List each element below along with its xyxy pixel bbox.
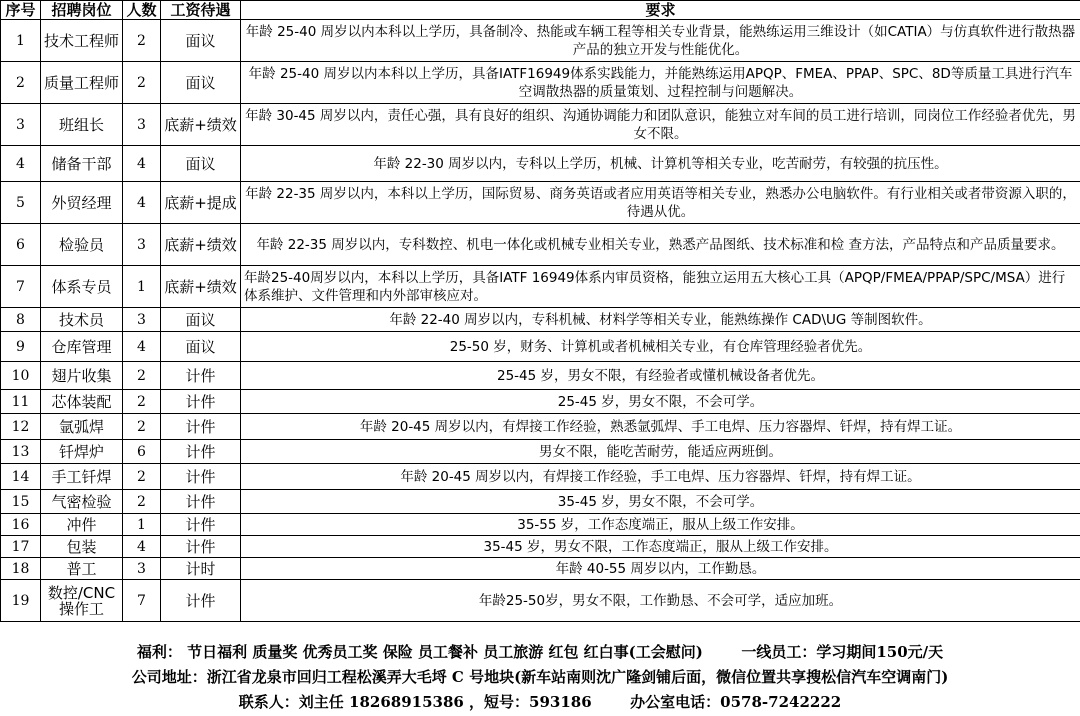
row-pay: 计件 bbox=[161, 464, 241, 490]
row-count: 7 bbox=[123, 580, 161, 622]
footer bbox=[0, 640, 1080, 715]
row-position: 仓库管理 bbox=[41, 332, 123, 362]
row-number: 4 bbox=[1, 146, 41, 182]
row-number: 5 bbox=[1, 182, 41, 224]
row-requirements: 年龄 20-45 周岁以内，有焊接工作经验，手工电焊、压力容器焊、钎焊，持有焊工证。 bbox=[241, 464, 1080, 490]
header-count: 人数 bbox=[123, 1, 161, 20]
row-count: 3 bbox=[123, 308, 161, 332]
row-number: 13 bbox=[1, 440, 41, 464]
row-requirements: 25-50 岁，财务、计算机或者机械相关专业，有仓库管理经验者优先。 bbox=[241, 332, 1080, 362]
row-count: 2 bbox=[123, 490, 161, 514]
benefits-label: 福利： bbox=[136, 643, 182, 661]
table-row bbox=[1, 308, 1080, 332]
header-pay: 工资待遇 bbox=[161, 1, 241, 20]
row-pay: 底薪+绩效 bbox=[161, 266, 241, 308]
table-row bbox=[1, 332, 1080, 362]
row-requirements: 年龄 22-35 周岁以内，专科数控、机电一体化或机械专业相关专业，熟悉产品图纸、技术标准和检 查方法，产品特点和产品质量要求。 bbox=[241, 224, 1080, 266]
row-position: 外贸经理 bbox=[41, 182, 123, 224]
row-count: 3 bbox=[123, 224, 161, 266]
row-count: 3 bbox=[123, 104, 161, 146]
row-requirements: 25-45 岁，男女不限，不会可学。 bbox=[241, 390, 1080, 414]
row-requirements: 年龄25-50岁，男女不限，工作勤恳、不会可学，适应加班。 bbox=[241, 580, 1080, 622]
table-row bbox=[1, 266, 1080, 308]
row-number: 9 bbox=[1, 332, 41, 362]
row-number: 8 bbox=[1, 308, 41, 332]
row-position: 普工 bbox=[41, 558, 123, 580]
row-number: 19 bbox=[1, 580, 41, 622]
office-phone: 0578-7242222 bbox=[720, 693, 842, 711]
table-row bbox=[1, 464, 1080, 490]
contact-label: 联系人： bbox=[238, 693, 299, 711]
row-position: 班组长 bbox=[41, 104, 123, 146]
row-position: 钎焊炉 bbox=[41, 440, 123, 464]
row-pay: 计件 bbox=[161, 414, 241, 440]
row-position: 体系专员 bbox=[41, 266, 123, 308]
row-number: 6 bbox=[1, 224, 41, 266]
table-row bbox=[1, 182, 1080, 224]
row-position: 包装 bbox=[41, 536, 123, 558]
table-row bbox=[1, 514, 1080, 536]
row-pay: 计件 bbox=[161, 490, 241, 514]
row-position: 翅片收集 bbox=[41, 362, 123, 390]
row-requirements: 年龄 20-45 周岁以内，有焊接工作经验，熟悉氩弧焊、手工电焊、压力容器焊、钎焊，持有焊工证。 bbox=[241, 414, 1080, 440]
row-position: 检验员 bbox=[41, 224, 123, 266]
row-requirements: 年龄 30-45 周岁以内，责任心强，具有良好的组织、沟通协调能力和团队意识，能独立对车间的员工进行培训，同岗位工作经验者优先，男女不限。 bbox=[241, 104, 1080, 146]
row-pay: 面议 bbox=[161, 146, 241, 182]
benefits-text: 节日福利 质量奖 优秀员工奖 保险 员工餐补 员工旅游 红包 红白事(工会慰问) bbox=[187, 643, 703, 661]
row-count: 6 bbox=[123, 440, 161, 464]
address-text: 浙江省龙泉市回归工程松溪弄大毛埒 C 号地块(新车站南则沈广隆剑铺后面，微信位置共享搜松信汽车空调南门) bbox=[206, 668, 949, 686]
wage-note: 一线员工：学习期间150元/天 bbox=[741, 643, 944, 661]
row-position: 技术工程师 bbox=[41, 20, 123, 62]
row-number: 12 bbox=[1, 414, 41, 440]
row-pay: 计件 bbox=[161, 440, 241, 464]
table-row bbox=[1, 20, 1080, 62]
row-number: 18 bbox=[1, 558, 41, 580]
table-row bbox=[1, 224, 1080, 266]
address-line bbox=[0, 665, 1080, 690]
row-number: 11 bbox=[1, 390, 41, 414]
header-row bbox=[1, 1, 1080, 20]
row-position: 芯体装配 bbox=[41, 390, 123, 414]
table-header bbox=[1, 1, 1080, 20]
table-row bbox=[1, 558, 1080, 580]
row-number: 14 bbox=[1, 464, 41, 490]
table-row bbox=[1, 146, 1080, 182]
row-count: 2 bbox=[123, 20, 161, 62]
row-count: 2 bbox=[123, 414, 161, 440]
row-number: 16 bbox=[1, 514, 41, 536]
row-position: 手工钎焊 bbox=[41, 464, 123, 490]
row-requirements: 25-45 岁，男女不限，有经验者或懂机械设备者优先。 bbox=[241, 362, 1080, 390]
row-requirements: 35-55 岁，工作态度端正，服从上级工作安排。 bbox=[241, 514, 1080, 536]
row-pay: 底薪+绩效 bbox=[161, 104, 241, 146]
row-count: 3 bbox=[123, 558, 161, 580]
row-requirements: 年龄 22-35 周岁以内，本科以上学历，国际贸易、商务英语或者应用英语等相关专业，熟悉办公电脑软件。有行业相关或者带资源入职的，待遇从优。 bbox=[241, 182, 1080, 224]
row-number: 2 bbox=[1, 62, 41, 104]
row-count: 2 bbox=[123, 62, 161, 104]
row-count: 4 bbox=[123, 146, 161, 182]
row-pay: 计件 bbox=[161, 580, 241, 622]
row-count: 4 bbox=[123, 332, 161, 362]
row-count: 4 bbox=[123, 182, 161, 224]
row-pay: 底薪+绩效 bbox=[161, 224, 241, 266]
row-number: 7 bbox=[1, 266, 41, 308]
header-no: 序号 bbox=[1, 1, 41, 20]
contact-text: 刘主任 18268915386 ，短号：593186 bbox=[298, 693, 592, 711]
row-requirements: 35-45 岁，男女不限，不会可学。 bbox=[241, 490, 1080, 514]
row-pay: 计件 bbox=[161, 390, 241, 414]
row-pay: 计时 bbox=[161, 558, 241, 580]
office-phone-label: 办公室电话： bbox=[630, 693, 721, 711]
benefits-line bbox=[0, 640, 1080, 665]
row-count: 1 bbox=[123, 266, 161, 308]
header-position: 招聘岗位 bbox=[41, 1, 123, 20]
row-count: 2 bbox=[123, 362, 161, 390]
row-position: 技术员 bbox=[41, 308, 123, 332]
row-count: 1 bbox=[123, 514, 161, 536]
row-position: 数控/CNC操作工 bbox=[41, 580, 123, 622]
row-pay: 计件 bbox=[161, 514, 241, 536]
row-pay: 面议 bbox=[161, 308, 241, 332]
table-row bbox=[1, 390, 1080, 414]
table-row bbox=[1, 536, 1080, 558]
table-row bbox=[1, 490, 1080, 514]
row-pay: 面议 bbox=[161, 332, 241, 362]
table-row bbox=[1, 104, 1080, 146]
row-count: 4 bbox=[123, 536, 161, 558]
row-requirements: 年龄 25-40 周岁以内本科以上学历，具备IATF16949体系实践能力，并能熟练运用APQP、FMEA、PPAP、SPC、8D等质量工具进行汽车空调散热器的质量策划、过程控制与问题解决。 bbox=[241, 62, 1080, 104]
address-label: 公司地址： bbox=[131, 668, 207, 686]
row-requirements: 年龄 25-40 周岁以内本科以上学历，具备制冷、热能或车辆工程等相关专业背景，能熟练运用三维设计（如CATIA）与仿真软件进行散热器产品的独立开发与性能优化。 bbox=[241, 20, 1080, 62]
row-requirements: 年龄 22-40 周岁以内，专科机械、材料学等相关专业，能熟练操作 CAD\UG 等制图软件。 bbox=[241, 308, 1080, 332]
table-row bbox=[1, 362, 1080, 390]
header-requirements: 要求 bbox=[241, 1, 1080, 20]
row-count: 2 bbox=[123, 390, 161, 414]
row-pay: 计件 bbox=[161, 536, 241, 558]
table-row bbox=[1, 62, 1080, 104]
row-requirements: 年龄25-40周岁以内，本科以上学历，具备IATF 16949体系内审员资格，能独立运用五大核心工具（APQP/FMEA/PPAP/SPC/MSA）进行体系维护、文件管理和内外部审核应对。 bbox=[241, 266, 1080, 308]
row-number: 3 bbox=[1, 104, 41, 146]
row-number: 10 bbox=[1, 362, 41, 390]
table-row bbox=[1, 580, 1080, 622]
row-requirements: 年龄 22-30 周岁以内，专科以上学历，机械、计算机等相关专业，吃苦耐劳，有较强的抗压性。 bbox=[241, 146, 1080, 182]
row-position: 冲件 bbox=[41, 514, 123, 536]
row-pay: 计件 bbox=[161, 362, 241, 390]
table-body bbox=[1, 20, 1080, 622]
row-requirements: 男女不限，能吃苦耐劳，能适应两班倒。 bbox=[241, 440, 1080, 464]
table-row bbox=[1, 440, 1080, 464]
row-requirements: 年龄 40-55 周岁以内，工作勤恳。 bbox=[241, 558, 1080, 580]
table-row bbox=[1, 414, 1080, 440]
row-position: 储备干部 bbox=[41, 146, 123, 182]
row-position: 氩弧焊 bbox=[41, 414, 123, 440]
contact-line bbox=[0, 690, 1080, 715]
row-number: 17 bbox=[1, 536, 41, 558]
row-pay: 面议 bbox=[161, 62, 241, 104]
row-position: 气密检验 bbox=[41, 490, 123, 514]
row-position: 质量工程师 bbox=[41, 62, 123, 104]
row-count: 2 bbox=[123, 464, 161, 490]
row-pay: 底薪+提成 bbox=[161, 182, 241, 224]
row-number: 1 bbox=[1, 20, 41, 62]
row-pay: 面议 bbox=[161, 20, 241, 62]
row-number: 15 bbox=[1, 490, 41, 514]
row-requirements: 35-45 岁，男女不限，工作态度端正，服从上级工作安排。 bbox=[241, 536, 1080, 558]
